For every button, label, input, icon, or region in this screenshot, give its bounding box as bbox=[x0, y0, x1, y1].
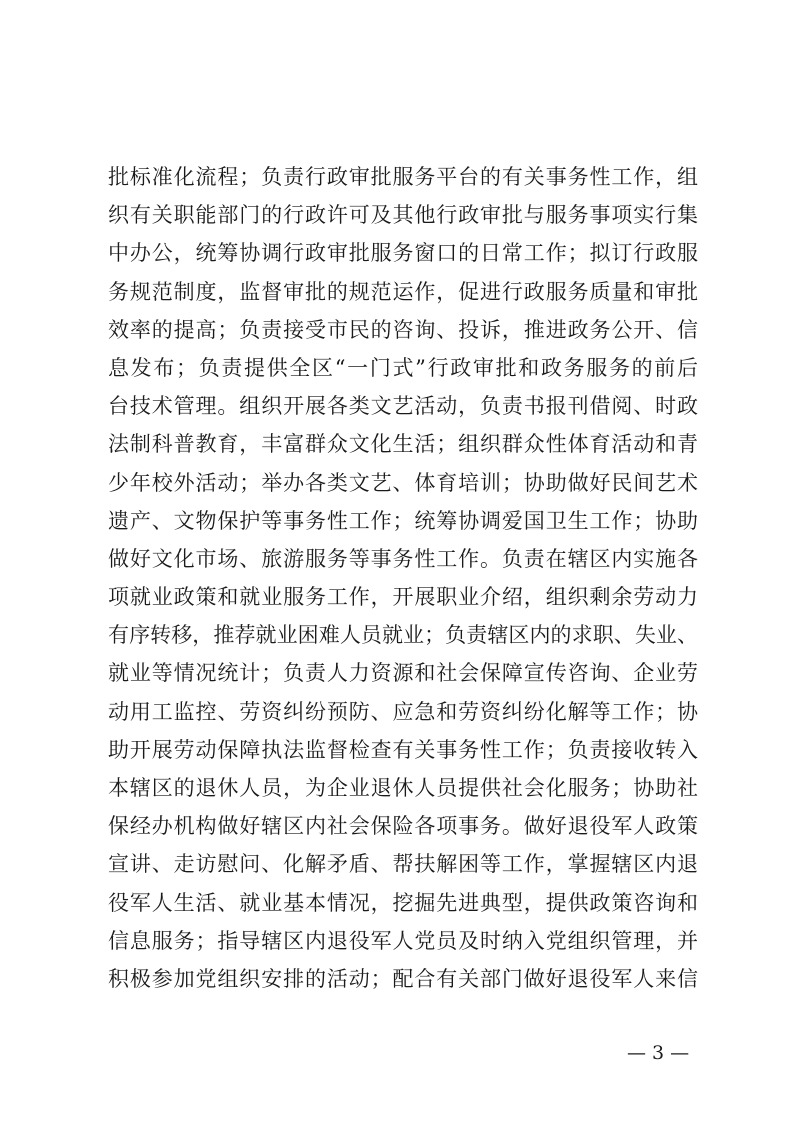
text-line: 动用工监控、劳资纠纷预防、应急和劳资纠纷化解等工作；协 bbox=[108, 699, 698, 724]
text-line: 效率的提高；负责接受市民的咨询、投诉，推进政务公开、信 bbox=[108, 317, 698, 342]
text-line: 织有关职能部门的行政许可及其他行政审批与服务事项实行集 bbox=[108, 203, 698, 228]
text-line: 信息服务；指导辖区内退役军人党员及时纳入党组织管理，并 bbox=[108, 928, 698, 953]
text-line: 积极参加党组织安排的活动；配合有关部门做好退役军人来信 bbox=[108, 966, 698, 991]
text-line: 批标准化流程；负责行政审批服务平台的有关事务性工作，组 bbox=[108, 165, 698, 189]
body-text bbox=[108, 158, 698, 998]
text-line: 保经办机构做好辖区内社会保险各项事务。做好退役军人政策 bbox=[108, 814, 698, 839]
text-line: 遗产、文物保护等事务性工作；统筹协调爱国卫生工作；协助 bbox=[108, 508, 698, 533]
text-line: 做好文化市场、旅游服务等事务性工作。负责在辖区内实施各 bbox=[108, 546, 698, 571]
text-line: 本辖区的退休人员，为企业退休人员提供社会化服务；协助社 bbox=[108, 776, 698, 800]
text-line: 法制科普教育，丰富群众文化生活；组织群众性体育活动和青 bbox=[108, 432, 698, 457]
text-line: 助开展劳动保障执法监督检查有关事务性工作；负责接收转入 bbox=[108, 737, 698, 762]
text-line: 少年校外活动；举办各类文艺、体育培训；协助做好民间艺术 bbox=[108, 470, 698, 495]
text-line: 台技术管理。组织开展各类文艺活动，负责书报刊借阅、时政 bbox=[108, 394, 698, 419]
text-line: 就业等情况统计；负责人力资源和社会保障宣传咨询、企业劳 bbox=[108, 661, 698, 686]
text-line: 役军人生活、就业基本情况，挖掘先进典型，提供政策咨询和 bbox=[108, 890, 698, 915]
text-line: 中办公，统筹协调行政审批服务窗口的日常工作；拟订行政服 bbox=[108, 241, 698, 266]
text-line: 有序转移，推荐就业困难人员就业；负责辖区内的求职、失业、 bbox=[108, 623, 698, 648]
text-line: 项就业政策和就业服务工作，开展职业介绍，组织剩余劳动力 bbox=[108, 585, 698, 610]
text-line: 宣讲、走访慰问、化解矛盾、帮扶解困等工作，掌握辖区内退 bbox=[108, 852, 698, 877]
text-line: 息发布；负责提供全区“一门式”行政审批和政务服务的前后 bbox=[108, 355, 698, 380]
text-line: 务规范制度，监督审批的规范运作，促进行政服务质量和审批 bbox=[108, 279, 698, 304]
page-number: — 3 — bbox=[627, 1042, 690, 1064]
